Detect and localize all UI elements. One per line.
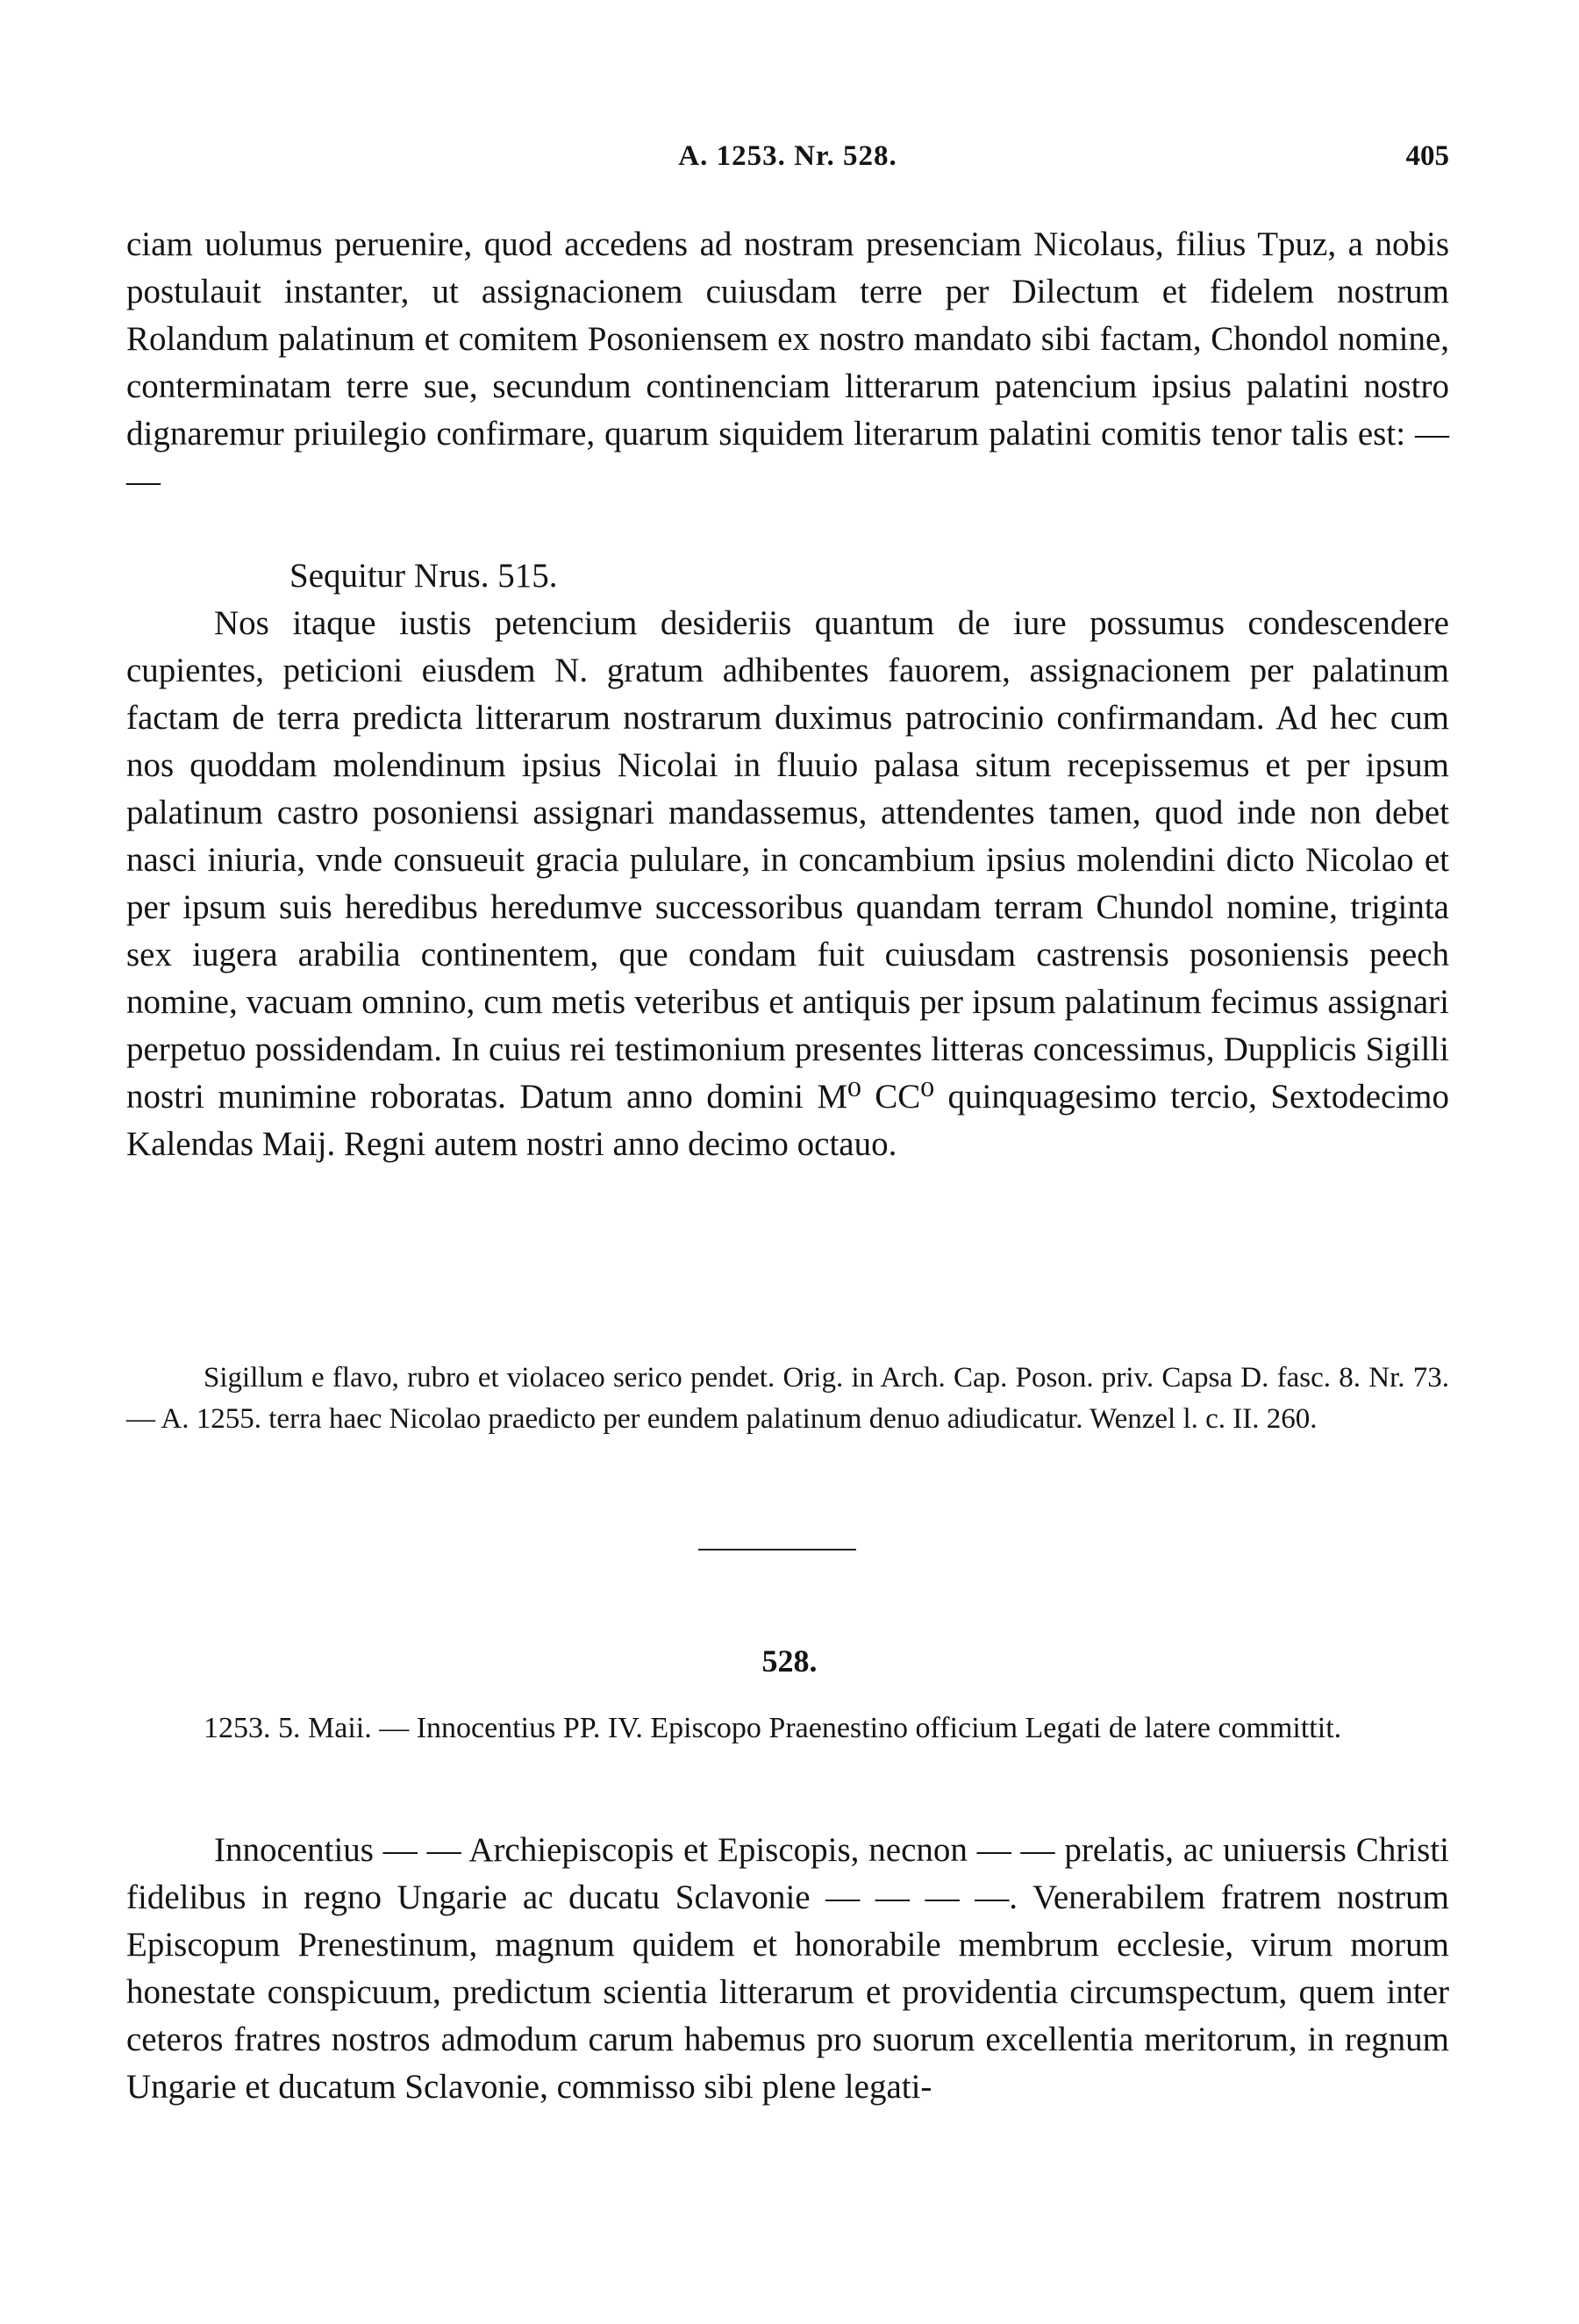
section-divider [698, 1549, 856, 1551]
body-paragraph-2: Nos itaque iustis petencium desideriis quantum de iure possumus condescendere cupientes, peticioni eiusdem N. gratum adhibentes fauorem, assignacionem per palatinum factam de terra predicta litterarum nostrarum duximus patrocinio confirmandam. Ad hec cum nos quoddam molendinum ipsius Nicolai in fluuio palasa situm recepissemus et per ipsum palatinum castro posoniensi assignari mandassemus, attendentes tamen, quod inde non debet nasci iniuria, vnde consueuit gracia pululare, in concambium ipsius molendini dicto Nicolao et per ipsum suis heredibus heredumve successoribus quandam terram Chundol nomine, triginta sex iugera arabilia continentem, que condam fuit cuiusdam castrensis posoniensis peech nomine, vacuam omnino, cum metis veteribus et antiquis per ipsum palatinum fecimus assignari perpetuo possidendam. In cuius rei testimonium presentes litteras concessimus, Dupplicis Sigilli nostri munimine roboratas. Datum anno domini M⁰ CC⁰ quinquagesimo tercio, Sextodecimo Kalendas Maij. Regni autem nostri anno decimo octauo. [126, 604, 1449, 1163]
body-paragraph-1-block [126, 221, 1449, 505]
document-number: 528. [761, 1643, 818, 1679]
archival-note: Sigillum e flavo, rubro et violaceo serico pendet. Orig. in Arch. Cap. Poson. priv. Capsa D. fasc. 8. Nr. 73. — A. 1255. terra haec Nicolao praedicto per eundem palatinum denuo adiudicatur. Wenzel l. c. II. 260. [126, 1362, 1449, 1435]
sequitur-reference: Sequitur Nrus. 515. [289, 557, 558, 595]
running-header [126, 140, 1449, 184]
document-summary: 1253. 5. Maii. — Innocentius PP. IV. Episcopo Praenestino officium Legati de latere committit. [204, 1712, 1342, 1744]
page-number: 405 [1405, 140, 1449, 172]
body-paragraph-2-block [126, 600, 1449, 1168]
sequitur-block [126, 552, 1449, 600]
document-text-block [126, 1827, 1449, 2111]
running-title: A. 1253. Nr. 528. [678, 140, 897, 172]
document-text: Innocentius — — Archiepiscopis et Episcopis, necnon — — prelatis, ac uniuersis Christi fidelibus in regno Ungarie ac ducatu Sclavonie — — — —. Venerabilem fratrem nostrum Episcopum Prenestinum, magnum quidem et honorabile membrum ecclesie, virum morum honestate conspicuum, predictum scientia litterarum et providentia circumspectum, quem inter ceteros fratres nostros admodum carum habemus pro suorum excellentia meritorum, in regnum Ungarie et ducatum Sclavonie, commisso sibi plene legati- [126, 1831, 1449, 2106]
body-paragraph-1: ciam uolumus peruenire, quod accedens ad nostram presenciam Nicolaus, filius Tpuz, a nobis postulauit instanter, ut assignacionem cuiusdam terre per Dilectum et fidelem nostrum Rolandum palatinum et comitem Posoniensem ex nostro mandato sibi factam, Chondol nomine, conterminatam terre sue, secundum continenciam litterarum patencium ipsius palatini nostro dignaremur priuilegio confirmare, quarum siquidem literarum palatini comitis tenor talis est: — — [126, 225, 1449, 500]
footnote-block [126, 1358, 1449, 1440]
document-summary-block [126, 1707, 1449, 1750]
